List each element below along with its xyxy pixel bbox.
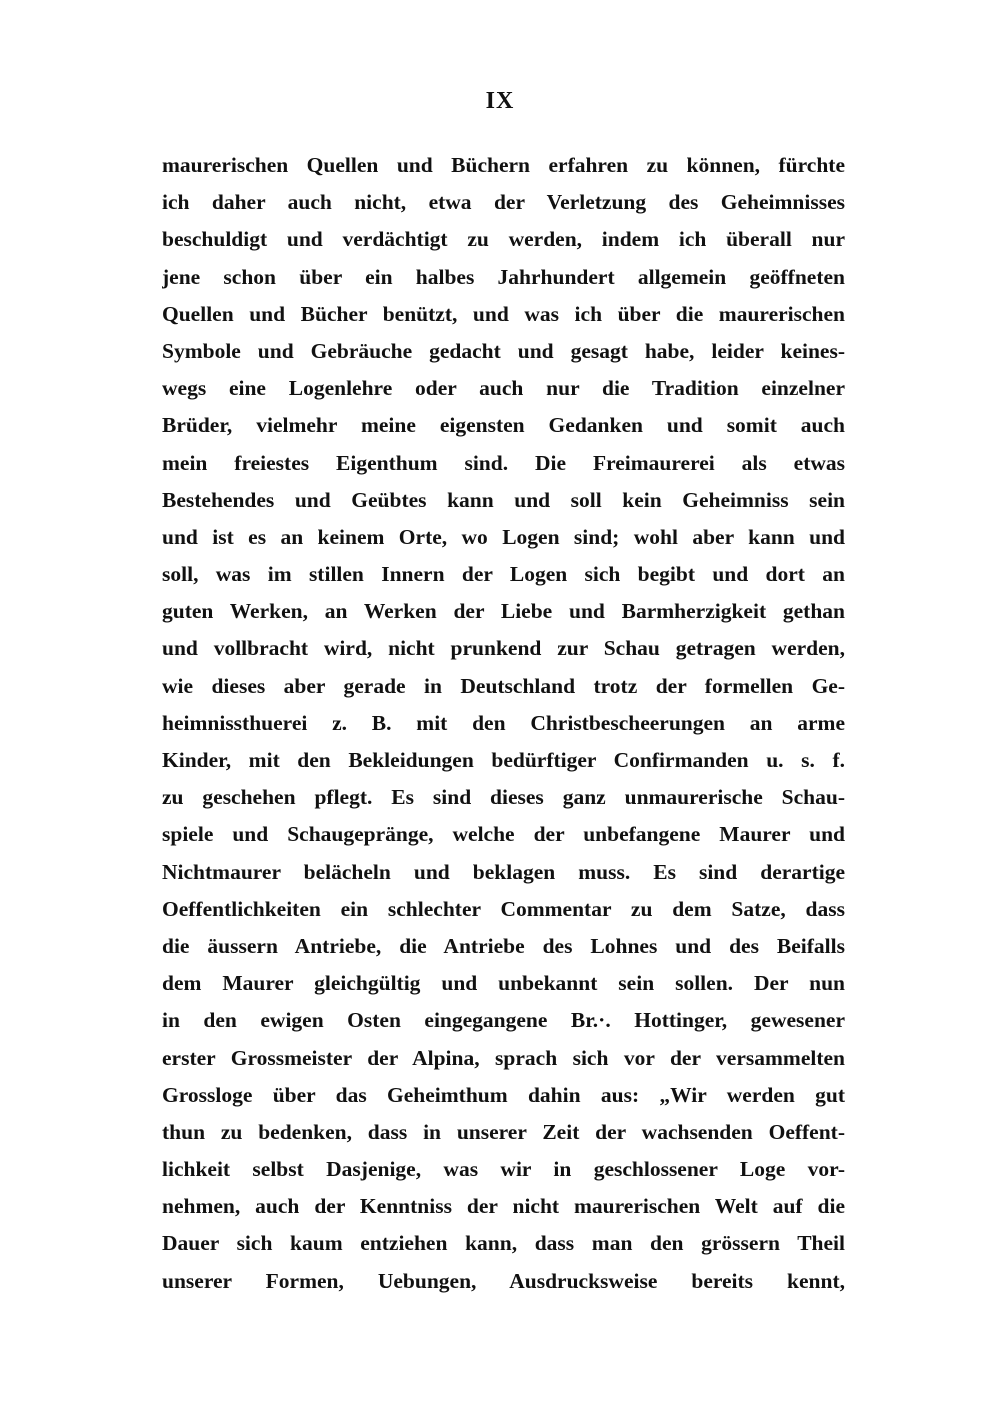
text-line: Bestehendes und Geübtes kann und soll kein Geheimniss sein [162,487,845,512]
text-line: dem Maurer gleichgültig und unbekannt sein sollen. Der nun [162,971,845,996]
text-line: wegs eine Logenlehre oder auch nur die Tradition einzelner [162,376,845,401]
text-line: Nichtmaurer belächeln und beklagen muss. Es sind derartige [162,859,845,884]
text-line: Dauer sich kaum entziehen kann, dass man den grössern Theil [162,1231,845,1256]
text-line: guten Werken, an Werken der Liebe und Barmherzigkeit gethan [162,599,845,624]
text-line: mein freiestes Eigenthum sind. Die Freimaurerei als etwas [162,450,845,475]
text-line: und ist es an keinem Orte, wo Logen sind; wohl aber kann und [162,524,845,549]
text-line: wie dieses aber gerade in Deutschland trotz der formellen Ge- [162,673,845,698]
text-line: Quellen und Bücher benützt, und was ich über die maurerischen [162,301,845,326]
text-line: heimnissthuerei z. B. mit den Christbescheerungen an arme [162,710,845,735]
text-line: Symbole und Gebräuche gedacht und gesagt habe, leider keines- [162,338,845,363]
page-number: IX [485,88,515,114]
text-line: spiele und Schaugepränge, welche der unbefangene Maurer und [162,822,845,847]
text-line: jene schon über ein halbes Jahrhundert allgemein geöffneten [162,264,845,289]
text-line: Oeffentlichkeiten ein schlechter Commentar zu dem Satze, dass [162,896,845,921]
text-line: unserer Formen, Uebungen, Ausdrucksweise bereits kennt, [162,1268,845,1293]
text-line: beschuldigt und verdächtigt zu werden, indem ich überall nur [162,227,845,252]
text-line: ich daher auch nicht, etwa der Verletzung des Geheimnisses [162,190,845,215]
text-line: lichkeit selbst Dasjenige, was wir in geschlossener Loge vor- [162,1157,845,1182]
text-line: thun zu bedenken, dass in unserer Zeit der wachsenden Oeffent- [162,1119,845,1144]
text-line: und vollbracht wird, nicht prunkend zur Schau getragen werden, [162,636,845,661]
text-line: Grossloge über das Geheimthum dahin aus: „Wir werden gut [162,1082,845,1107]
text-line: soll, was im stillen Innern der Logen sich begibt und dort an [162,562,845,587]
text-line: nehmen, auch der Kenntniss der nicht maurerischen Welt auf die [162,1194,845,1219]
text-line: die äussern Antriebe, die Antriebe des Lohnes und des Beifalls [162,933,845,958]
text-line: in den ewigen Osten eingegangene Br.·. Hottinger, gewesener [162,1008,845,1033]
body-text [162,147,845,1300]
text-line: erster Grossmeister der Alpina, sprach sich vor der versammelten [162,1045,845,1070]
text-line: zu geschehen pflegt. Es sind dieses ganz unmaurerische Schau- [162,785,845,810]
text-line: maurerischen Quellen und Büchern erfahren zu können, fürchte [162,153,845,177]
text-line: Kinder, mit den Bekleidungen bedürftiger Confirmanden u. s. f. [162,748,845,772]
text-line: Brüder, vielmehr meine eigensten Gedanken und somit auch [162,413,845,438]
